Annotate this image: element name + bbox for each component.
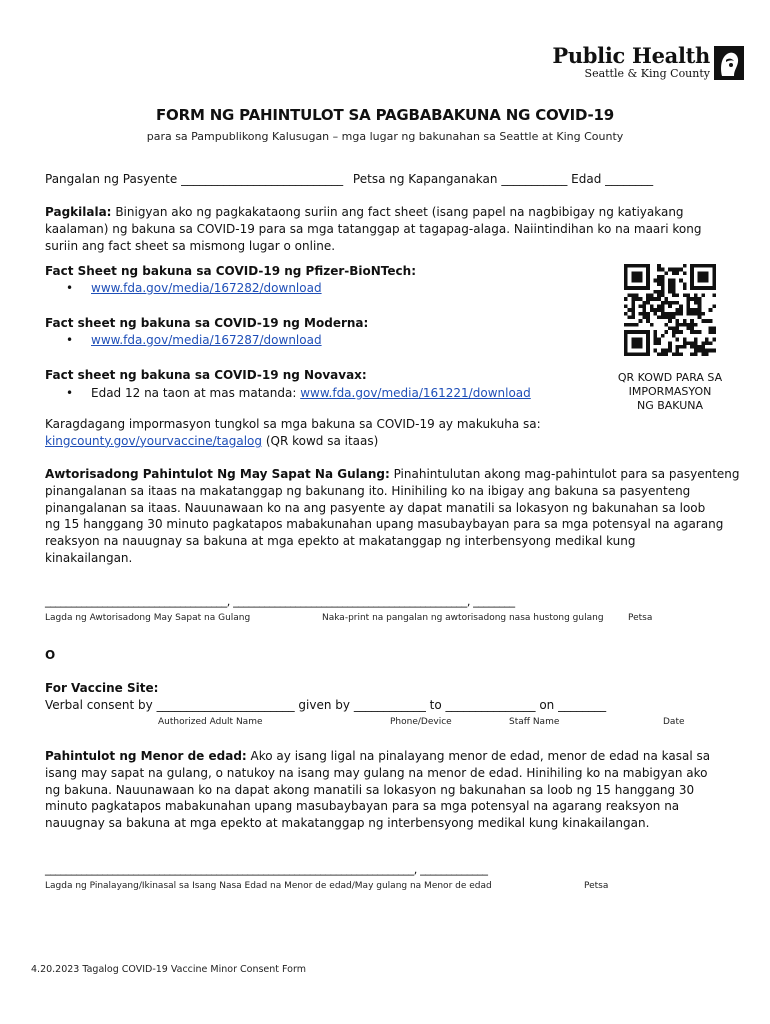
bullet-icon: • — [66, 386, 74, 400]
minor-consent-line-4: minuto pagkatapos mabakunahan upang masubaybayan para sa mga potensyal na agarang reaksyon na — [45, 799, 680, 814]
to-label: to — [429, 698, 442, 712]
novavax-factsheet-link[interactable]: www.fda.gov/media/161221/download — [300, 386, 531, 400]
footer-text: 4.20.2023 Tagalog COVID-19 Vaccine Minor Consent Form — [31, 964, 306, 975]
kingcounty-link[interactable]: kingcounty.gov/yourvaccine/tagalog — [45, 433, 262, 448]
acknowledgement-label: Pagkilala: — [45, 205, 112, 219]
adult-consent-label: Awtorisadong Pahintulot Ng May Sapat Na Gulang: — [45, 467, 390, 481]
novavax-age-text: Edad 12 na taon at mas matanda: — [91, 386, 301, 400]
logo-portrait-icon — [714, 46, 744, 80]
authorized-adult-name-field[interactable]: _______________________ — [156, 698, 295, 712]
minor-signature-line[interactable]: _______________________________________________________________________, _____________ — [45, 863, 488, 876]
minor-consent-line-5: nauugnay sa bakuna at mga epekto at makatanggap ng interbensyong medikal kung kinakailangan. — [45, 816, 650, 831]
verbal-consent-row — [45, 697, 606, 714]
qr-caption — [596, 371, 744, 413]
adult-consent-line-6: kinakailangan. — [45, 550, 133, 565]
minor-consent-section — [45, 748, 745, 832]
staff-name-field[interactable]: _______________ — [445, 698, 536, 712]
or-separator: O — [45, 648, 56, 662]
bullet-icon: • — [66, 281, 74, 295]
adult-printed-name-label: Naka-print na pangalan ng awtorisadong nasa hustong gulang — [322, 613, 604, 623]
pfizer-bullet — [66, 280, 322, 297]
dob-label: Petsa ng Kapanganakan — [352, 172, 498, 186]
site-date-label: Date — [663, 717, 685, 727]
more-info-text: Karagdagang impormasyon tungkol sa mga bakuna sa COVID-19 ay makukuha sa: — [45, 417, 541, 431]
adult-consent-line-3: pinangalanan sa itaas. Nauunawaan ko na ang pasyente ay dapat manatili sa lokasyon ng bakunahan sa loob — [45, 500, 706, 515]
acknowledgement-line-2: kaalaman) ng bakuna sa COVID-19 para sa mga tatanggap at tagapag-alaga. Naiintindihan ko na maari kong — [45, 221, 702, 236]
pfizer-factsheet-link[interactable]: www.fda.gov/media/167282/download — [91, 281, 322, 295]
acknowledgement-section — [45, 204, 735, 254]
adult-consent-line-2: pinangalanan sa itaas na makatanggap ng bakunang ito. Hinihiling ko na ibigay ang bakuna sa pasyenteng — [45, 483, 691, 498]
staff-name-label: Staff Name — [509, 717, 560, 727]
qr-caption-line-2: IMPORMASYON — [628, 385, 712, 398]
minor-date-label: Petsa — [584, 881, 609, 891]
minor-signature-label: Lagda ng Pinalayang/Ikinasal sa Isang Nasa Edad na Menor de edad/May gulang na Menor de edad — [45, 881, 492, 891]
authorized-adult-name-label: Authorized Adult Name — [158, 717, 263, 727]
site-date-field[interactable]: ________ — [558, 698, 607, 712]
phone-device-field[interactable]: ____________ — [353, 698, 426, 712]
minor-consent-line-3: ng bakuna. Nauunawaan ko na dapat akong manatili sa lokasyon ng bakunahan sa loob ng 15 hanggang 30 — [45, 782, 695, 797]
patient-name-field[interactable]: ___________________________ — [181, 172, 344, 186]
logo-title: Public Health — [552, 43, 710, 68]
patient-info-row — [45, 171, 653, 188]
minor-consent-line-2: isang may sapat na gulang, o natukoy na isang may gulang na menor de edad. Hinihiling ko na mabigyan ako — [45, 765, 708, 780]
pfizer-factsheet-title: Fact Sheet ng bakuna sa COVID-19 ng Pfizer-BioNTech: — [45, 264, 416, 278]
qr-caption-line-3: NG BAKUNA — [636, 399, 704, 412]
phone-device-label: Phone/Device — [390, 717, 452, 727]
adult-consent-line-5: reaksyon na nauugnay sa bakuna at mga epekto at makatanggap ng interbensyong medikal kung — [45, 534, 636, 549]
moderna-factsheet-link[interactable]: www.fda.gov/media/167287/download — [91, 333, 322, 347]
form-title: FORM NG PAHINTULOT SA PAGBABAKUNA NG COVID-19 — [156, 106, 614, 124]
qr-caption-line-1: QR KOWD PARA SA — [617, 371, 723, 384]
novavax-bullet — [66, 385, 531, 402]
minor-consent-label: Pahintulot ng Menor de edad: — [45, 749, 247, 763]
bullet-icon: • — [66, 333, 74, 347]
patient-name-label: Pangalan ng Pasyente — [45, 172, 178, 186]
adult-signature-label: Lagda ng Awtorisadong May Sapat na Gulang — [45, 613, 251, 623]
dob-field[interactable]: ___________ — [501, 172, 568, 186]
age-label: Edad — [571, 172, 602, 186]
novavax-factsheet-title: Fact sheet ng bakuna sa COVID-19 ng Novavax: — [45, 368, 367, 382]
acknowledgement-line-3: suriin ang fact sheet sa mismong lugar o online. — [45, 238, 336, 253]
moderna-bullet — [66, 332, 322, 349]
logo-subtitle: Seattle & King County — [584, 67, 710, 80]
on-label: on — [539, 698, 555, 712]
age-field[interactable]: ________ — [605, 172, 654, 186]
adult-consent-section — [45, 466, 745, 567]
adult-signature-line[interactable]: ___________________________________, _____________________________________________, ________ — [45, 595, 515, 608]
form-subtitle: para sa Pampublikong Kalusugan – mga lugar ng bakunahan sa Seattle at King County — [146, 130, 624, 143]
minor-consent-line-1: Ako ay isang ligal na pinalayang menor de edad, menor de edad na kasal sa — [246, 749, 711, 763]
adult-consent-line-1: Pinahintulutan akong mag-pahintulot para sa pasyenteng — [389, 467, 740, 481]
more-info-section — [45, 416, 605, 450]
vaccine-site-title: For Vaccine Site: — [45, 681, 159, 695]
adult-date-label: Petsa — [628, 613, 653, 623]
given-by-label: given by — [298, 698, 350, 712]
more-info-suffix: (QR kowd sa itaas) — [262, 433, 379, 448]
qr-code-icon[interactable] — [624, 264, 716, 356]
public-health-logo — [552, 44, 710, 81]
acknowledgement-line-1: Binigyan ako ng pagkakataong suriin ang fact sheet (isang papel na nagbibigay ng katiyakang — [115, 205, 684, 219]
moderna-factsheet-title: Fact sheet ng bakuna sa COVID-19 ng Moderna: — [45, 316, 369, 330]
verbal-consent-label: Verbal consent by — [45, 698, 153, 712]
adult-consent-line-4: ng 15 hanggang 30 minuto pagkatapos mabakunahan upang masubaybayan para sa mga potensyal na agarang — [45, 517, 724, 532]
